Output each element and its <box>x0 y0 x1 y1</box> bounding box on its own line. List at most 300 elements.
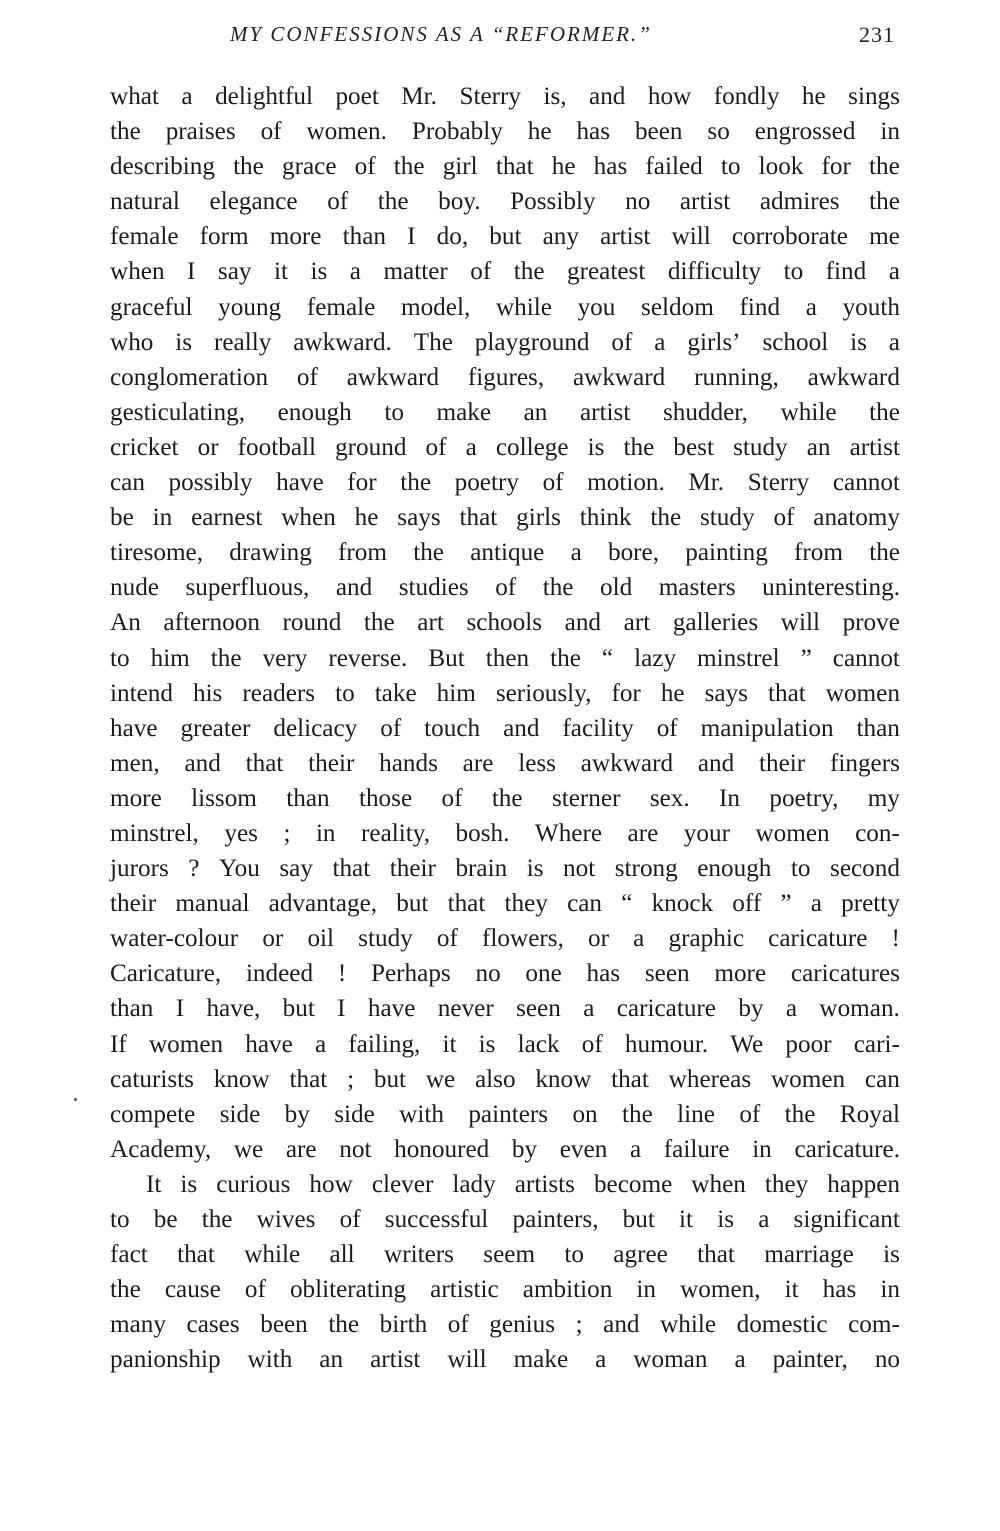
word: lissom <box>191 784 257 812</box>
text-line <box>110 746 900 781</box>
word: prove <box>842 609 900 637</box>
word: lady <box>452 1170 496 1198</box>
word: ; <box>575 1311 583 1339</box>
word: cannot <box>832 469 900 497</box>
word: the <box>413 539 444 567</box>
word: ” <box>800 644 812 672</box>
word: pretty <box>841 890 900 918</box>
word: Academy, <box>110 1135 212 1163</box>
word: of <box>436 925 458 953</box>
word: lack <box>517 1030 560 1058</box>
word: happen <box>827 1170 900 1198</box>
word: that <box>611 1065 649 1093</box>
text-line <box>110 395 900 430</box>
word: An <box>110 609 141 637</box>
word: oil <box>307 925 335 953</box>
word: can <box>110 469 145 497</box>
word: and <box>564 609 602 637</box>
word: readers <box>242 679 316 707</box>
word: do, <box>436 223 469 251</box>
text-line <box>110 886 900 921</box>
word: their <box>389 855 436 883</box>
word: awkward <box>346 363 440 391</box>
word: very <box>262 644 308 672</box>
word: schools <box>466 609 543 637</box>
word: but <box>396 890 429 918</box>
word: of <box>380 714 402 742</box>
word: one <box>525 960 562 988</box>
word: art <box>623 609 651 637</box>
word: engrossed <box>754 118 856 146</box>
word: women <box>755 819 830 847</box>
text-line <box>110 1342 900 1377</box>
word: think <box>579 504 632 532</box>
word: how <box>309 1170 353 1198</box>
word: not <box>563 855 596 883</box>
word: me <box>869 223 900 251</box>
word: jurors <box>110 855 169 883</box>
word: art <box>417 609 444 637</box>
text-line <box>110 114 900 149</box>
word: to <box>384 398 404 426</box>
word: women. <box>306 118 387 146</box>
word: running, <box>694 363 779 391</box>
word: or <box>197 433 219 461</box>
word: in <box>752 1135 772 1163</box>
word: in <box>880 1276 900 1304</box>
text-line <box>110 149 900 184</box>
word: make <box>513 1346 569 1374</box>
word: But <box>428 644 465 672</box>
word: really <box>213 328 272 356</box>
word: has <box>593 153 628 181</box>
word: round <box>282 609 342 637</box>
word: cause <box>164 1276 221 1304</box>
text-line <box>110 465 900 500</box>
word: those <box>358 784 413 812</box>
word: study <box>700 504 755 532</box>
word: what <box>110 83 159 110</box>
word: corroborate <box>731 223 848 251</box>
word: he <box>354 504 379 532</box>
word: find <box>739 293 781 321</box>
word: will <box>447 1346 487 1374</box>
word: been <box>260 1311 308 1339</box>
word: a <box>805 293 817 321</box>
word: seem <box>483 1241 536 1269</box>
word: the <box>233 153 264 181</box>
word: of <box>327 188 349 216</box>
word: The <box>413 328 453 356</box>
word: model, <box>401 293 471 321</box>
word: he <box>660 679 685 707</box>
word: young <box>218 293 282 321</box>
word: domestic <box>736 1311 828 1339</box>
word: describing <box>110 153 215 181</box>
word: never <box>437 995 494 1023</box>
word: women, <box>680 1276 761 1304</box>
word: water-colour <box>110 925 239 953</box>
word: and <box>184 749 221 777</box>
word: by <box>284 1100 310 1128</box>
word: and <box>603 1311 640 1339</box>
word: fingers <box>829 749 900 777</box>
word: their <box>759 749 806 777</box>
word: that <box>245 749 284 777</box>
text-line <box>110 1272 900 1307</box>
word: is <box>310 258 328 286</box>
word: matter <box>383 258 448 286</box>
word: have, <box>206 995 261 1023</box>
word: say <box>279 855 313 883</box>
word: reverse. <box>328 644 408 672</box>
word: youth <box>842 293 900 321</box>
word: artist <box>679 188 731 216</box>
word: old <box>600 574 633 602</box>
word: awkward <box>580 749 674 777</box>
word: awkward. <box>293 328 392 356</box>
text-line <box>110 1307 900 1342</box>
word: cricket <box>110 433 179 461</box>
word: the <box>623 433 655 461</box>
word: have <box>110 714 158 742</box>
word: delightful <box>215 83 313 110</box>
word: cari- <box>853 1030 900 1058</box>
word: to <box>110 644 130 672</box>
word: take <box>374 679 417 707</box>
word: for <box>347 469 377 497</box>
word: is <box>850 328 867 356</box>
word: are <box>462 749 494 777</box>
word: the <box>210 644 242 672</box>
word: by <box>511 1135 538 1163</box>
word: but <box>282 995 315 1023</box>
word: caricatures <box>790 960 900 988</box>
word: in <box>880 118 900 146</box>
word: a <box>465 433 477 461</box>
word: and <box>503 714 540 742</box>
word: artistic <box>430 1276 499 1304</box>
word: the <box>328 1311 360 1339</box>
word: a <box>888 258 900 286</box>
word: sings <box>848 83 900 110</box>
word: brain <box>455 855 508 883</box>
word: minstrel, <box>110 819 199 847</box>
text-line <box>110 676 900 711</box>
word: artist <box>370 1346 421 1374</box>
word: earnest <box>191 504 263 532</box>
word: their <box>110 890 157 918</box>
word: that <box>495 153 534 181</box>
word: study <box>358 925 413 953</box>
word: is <box>587 433 605 461</box>
word: obliterating <box>289 1276 407 1304</box>
word: than <box>286 784 330 812</box>
word: with <box>399 1100 444 1128</box>
word: more <box>110 784 162 812</box>
word: difficulty <box>667 258 762 286</box>
word: is, <box>543 83 567 110</box>
word: side <box>219 1100 261 1128</box>
word: delicacy <box>273 714 358 742</box>
word: facility <box>562 714 634 742</box>
word: In <box>719 784 741 812</box>
word: is <box>526 855 544 883</box>
word: Mr. <box>688 469 725 497</box>
word: a <box>810 890 822 918</box>
word: when <box>691 1170 746 1198</box>
word: that <box>697 1241 735 1269</box>
text-line <box>110 219 900 254</box>
word: while <box>244 1241 301 1269</box>
word: be <box>153 1206 178 1233</box>
word: caricature <box>768 925 868 953</box>
text-line <box>110 1202 900 1237</box>
text-line <box>110 605 900 640</box>
word: the <box>542 574 574 602</box>
word: women <box>148 1030 224 1058</box>
word: yes <box>224 819 258 847</box>
word: no <box>874 1346 900 1374</box>
word: have <box>276 469 324 497</box>
word: for <box>611 679 641 707</box>
word: him <box>436 679 476 707</box>
word: an <box>319 1346 344 1374</box>
word: enough <box>277 398 352 426</box>
word: that <box>767 679 806 707</box>
word: college <box>495 433 569 461</box>
word: poetry, <box>769 784 839 812</box>
word: curious <box>216 1170 291 1198</box>
word: girl <box>442 153 478 181</box>
word: more <box>714 960 767 988</box>
word: a <box>734 1346 746 1374</box>
word: studies <box>398 574 469 602</box>
word: motion. <box>587 469 665 497</box>
word: know <box>213 1065 270 1093</box>
word: an <box>806 433 831 461</box>
word: the <box>400 469 432 497</box>
word: is <box>883 1241 900 1269</box>
word: woman. <box>819 995 900 1023</box>
word: ” <box>780 890 792 918</box>
word: cases <box>186 1311 240 1339</box>
word: anatomy <box>813 504 900 532</box>
word: to <box>335 679 355 707</box>
word: significant <box>793 1206 900 1233</box>
word: to <box>110 1206 130 1233</box>
word: Perhaps <box>370 960 451 988</box>
word: elegance <box>209 188 298 216</box>
word: of <box>296 363 318 391</box>
word: and <box>697 749 735 777</box>
word: failing, <box>348 1030 421 1058</box>
page-number: 231 <box>859 22 895 47</box>
word: fact <box>110 1241 148 1269</box>
word: the <box>869 398 900 426</box>
word: of <box>244 1276 266 1304</box>
word: says <box>397 504 441 532</box>
word: of <box>739 1100 761 1128</box>
word: the <box>869 153 900 181</box>
text-line <box>110 851 900 886</box>
text-line <box>110 570 900 605</box>
word: of <box>470 258 492 286</box>
word: afternoon <box>163 609 260 637</box>
word: of <box>611 328 633 356</box>
word: to <box>783 258 804 286</box>
word: successful <box>384 1206 489 1233</box>
word: that <box>459 504 498 532</box>
word: painting <box>685 539 768 567</box>
word: for <box>821 153 851 181</box>
word: also <box>474 1065 516 1093</box>
word: is <box>478 1030 496 1058</box>
word: we <box>425 1065 456 1093</box>
word: of <box>339 1206 361 1233</box>
word: ? <box>188 855 200 883</box>
word: of <box>581 1030 603 1058</box>
word: the <box>869 539 900 567</box>
word: seen <box>644 960 690 988</box>
word: their <box>308 749 355 777</box>
word: flowers, <box>482 925 564 953</box>
word: will <box>780 609 820 637</box>
word: superfluous, <box>185 574 310 602</box>
word: it <box>273 258 288 286</box>
word: enough <box>697 855 772 883</box>
word: the <box>393 153 425 181</box>
word: reality, <box>361 819 431 847</box>
word: of <box>441 784 463 812</box>
word: Sterry <box>747 469 810 497</box>
word: so <box>707 118 730 146</box>
word: in <box>636 1276 656 1304</box>
word: side <box>334 1100 375 1128</box>
word: or <box>588 925 609 953</box>
text-line <box>110 991 900 1026</box>
word: minstrel <box>697 644 780 672</box>
word: of <box>447 1311 469 1339</box>
word: women <box>770 1065 846 1093</box>
word: graphic <box>668 925 744 953</box>
word: playground <box>474 328 590 356</box>
word: shudder, <box>662 398 748 426</box>
word: sex. <box>649 784 690 812</box>
word: agree <box>613 1241 668 1269</box>
word: while <box>660 1311 717 1339</box>
word: caricature. <box>794 1135 900 1163</box>
word: of <box>354 153 376 181</box>
word: while <box>780 398 837 426</box>
word: to <box>564 1241 584 1269</box>
word: to <box>790 855 811 883</box>
word: seriously, <box>495 679 592 707</box>
word: football <box>237 433 316 461</box>
word: compete <box>110 1100 196 1128</box>
word: a <box>314 1030 327 1058</box>
word: women <box>825 679 900 707</box>
word: Probably <box>411 118 503 146</box>
word: how <box>647 83 692 110</box>
word: com- <box>848 1311 900 1339</box>
word: awkward <box>807 363 900 391</box>
word: Mr. <box>401 83 437 110</box>
print-speck <box>74 1098 77 1101</box>
word: not <box>339 1135 372 1163</box>
word: sterner <box>551 784 621 812</box>
word: bore, <box>607 539 660 567</box>
word: when <box>110 258 165 286</box>
running-title: MY CONFESSIONS AS A “REFORMER.” <box>230 22 652 46</box>
word: say <box>217 258 252 286</box>
word: of <box>656 714 678 742</box>
text-line <box>110 79 900 114</box>
word: figures, <box>467 363 545 391</box>
word: painters, <box>512 1206 599 1233</box>
word: of <box>260 118 282 146</box>
word: of <box>495 574 517 602</box>
word: been <box>634 118 683 146</box>
word: can <box>567 890 603 918</box>
word: strong <box>614 855 678 883</box>
word: but <box>622 1206 655 1233</box>
word: off <box>732 890 762 918</box>
word: find <box>825 258 867 286</box>
word: even <box>559 1135 608 1163</box>
word: knock <box>651 890 714 918</box>
word: the <box>513 258 545 286</box>
word: seldom <box>641 293 714 321</box>
text-line <box>110 816 900 851</box>
word: and <box>335 574 373 602</box>
word: you <box>577 293 616 321</box>
word: female <box>306 293 376 321</box>
word: graceful <box>110 293 193 321</box>
running-head <box>110 22 895 56</box>
word: the <box>110 118 141 146</box>
word: all <box>329 1241 355 1269</box>
word: caturists <box>110 1065 194 1093</box>
word: marriage <box>764 1241 854 1269</box>
word: study <box>733 433 788 461</box>
word: become <box>593 1170 673 1198</box>
word: the <box>784 1100 816 1128</box>
word: are <box>627 819 659 847</box>
text-line <box>110 254 900 289</box>
word: masters <box>658 574 736 602</box>
word: no <box>475 960 501 988</box>
text-line <box>110 500 900 535</box>
word: painter, <box>772 1346 848 1374</box>
word: ; <box>283 819 291 847</box>
word: female <box>110 223 179 251</box>
text-line <box>110 1062 900 1097</box>
word: gesticulating, <box>110 398 246 426</box>
word: while <box>495 293 552 321</box>
word: I <box>187 258 196 286</box>
word: that <box>332 855 371 883</box>
text-line <box>110 184 900 219</box>
word: ! <box>337 960 347 988</box>
word: they <box>504 890 548 918</box>
word: but <box>489 223 522 251</box>
word: the <box>869 188 900 216</box>
word: seen <box>516 995 561 1023</box>
word: It <box>146 1170 162 1198</box>
word: indeed <box>245 960 314 988</box>
word: a <box>629 1135 642 1163</box>
